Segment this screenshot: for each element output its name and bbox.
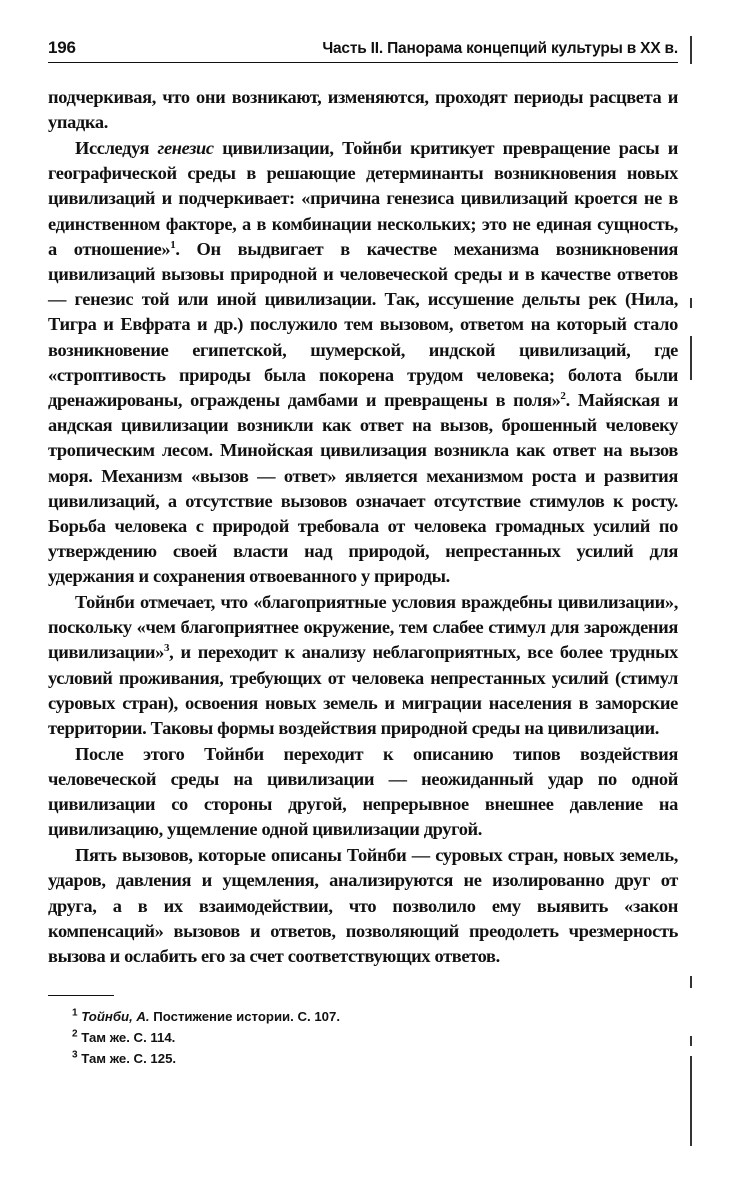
footnote-1-text: Постижение истории. С. 107. [149,1009,341,1025]
footnotes [48,1006,678,1069]
paragraph-2-text-a: Исследуя [75,137,158,158]
paragraph-2-text-d: . Майяская и андская цивилизации возникли как ответ на вызов, брошенный человеку тропическим лесом. Минойская цивилизация возникла как ответ на вызов моря. Механизм «вызов — ответ» является механизмом роста и развития цивилизаций, а отсутствие вызовов означает отсутствие стимулов к росту. Борьба человека с природой требовала от человека громадных усилий по утверждению своей власти над природой, непрестанных усилий для удержания и сохранения отвоеванного у природы. [48,389,678,587]
margin-mark [690,1056,692,1146]
footnote-1-author: Тойнби, А. [81,1009,150,1025]
page-number: 196 [48,38,76,57]
margin-mark [690,298,692,308]
margin-mark [690,1036,692,1046]
margin-mark [690,976,692,988]
footnote-ref-3: 3 [164,642,170,655]
paragraph-2 [48,136,678,590]
paragraph-2-text-b: цивилизации, Тойнби критикует превращение расы и географической среды в решающие детерминанты возникновения новых цивилизаций и подчеркивает: «причина генезиса цивилизаций кроется не в единственном факторе, а в комбинации нескольких; это не единая сущность, а отношение» [48,137,678,259]
paragraph-3-text-b: , и переходит к анализу неблагоприятных, все более трудных условий проживания, требующих от человека непрестанных усилий (стимул суровых стран), освоения новых земель и миграции населения в заморские территории. Таковы формы воздействия природной среды на цивилизации. [48,642,678,739]
footnote-ref-1: 1 [170,238,176,251]
margin-mark [690,336,692,380]
footnote-2-number: 2 [72,1028,78,1040]
paragraph-1: подчеркивая, что они возникают, изменяются, проходят периоды расцвета и упадка. [48,87,678,133]
footnote-1 [72,1006,678,1027]
paragraph-3 [48,590,678,741]
running-title: Часть II. Панорама концепций культуры в XX в. [322,40,678,57]
page-header [48,38,678,63]
paragraph-4: После этого Тойнби переходит к описанию типов воздействия человеческой среды на цивилизации — неожиданный удар по одной цивилизации со стороны другой, непрерывное внешнее давление на цивилизацию, ущемление одной цивилизации другой. [48,743,678,840]
footnote-3 [72,1048,678,1069]
paragraph-5: Пять вызовов, которые описаны Тойнби — суровых стран, новых земель, ударов, давления и ущемления, анализируются не изолированно друг от друга, а в их взаимодействии, что позволило ему выявить «закон компенсаций» вызовов и ответов, позволяющий преодолеть чрезмерность вызова и ослабить его за счет соответствующих ответов. [48,845,678,966]
footnote-2-text: Там же. С. 114. [81,1030,176,1046]
footnote-3-text: Там же. С. 125. [81,1051,177,1067]
footnote-separator [48,995,114,996]
footnote-2 [72,1027,678,1048]
main-text [48,85,678,969]
book-page [48,38,678,1069]
footnote-3-number: 3 [72,1049,78,1061]
footnote-ref-2: 2 [560,389,566,402]
footnote-1-number: 1 [72,1007,78,1019]
paragraph-3-text-a: Тойнби отмечает, что «благоприятные условия враждебны цивилизации», поскольку «чем благоприятнее окружение, тем слабее стимул для зарождения цивилизации» [48,592,678,663]
paragraph-2-text-c: . Он выдвигает в качестве механизма возникновения цивилизаций вызовы природной и человеческой среды и в качестве ответов — генезис той или иной цивилизации. Так, иссушение дельты рек (Нила, Тигра и Евфрата и др.) послужило тем вызовом, ответом на который стало возникновение египетской, шумерской, индской цивилизаций, где «строптивость природы была покорена трудом человека; болота были дренажированы, ограждены дамбами и превращены в поля» [48,238,678,410]
paragraph-2-italic-term: генезис [157,137,214,158]
margin-mark [690,36,692,64]
